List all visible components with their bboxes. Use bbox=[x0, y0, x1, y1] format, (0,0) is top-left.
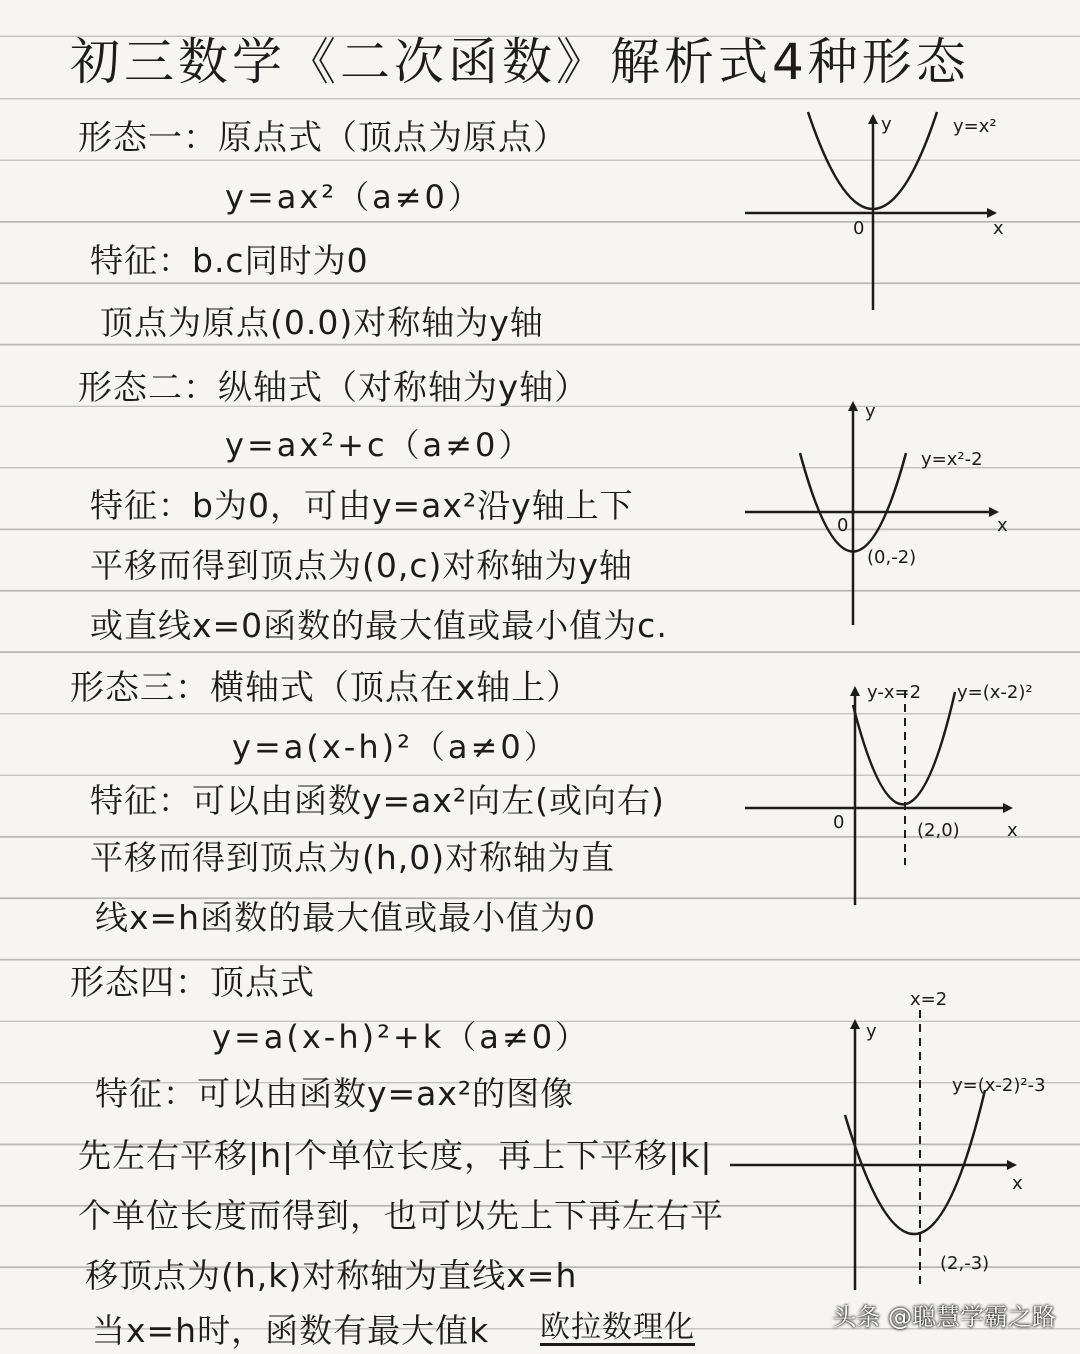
section-1-y-label: y bbox=[881, 114, 892, 135]
section-1-line-1: 特征：b.c同时为0 bbox=[90, 241, 369, 280]
section-4-curve-label: y=(x-2)²-3 bbox=[952, 1075, 1046, 1096]
section-2-line-2: 平移而得到顶点为(0,c)对称轴为y轴 bbox=[90, 546, 633, 585]
section-4-heading: 形态四：顶点式 bbox=[70, 963, 315, 1003]
section-4-line-4: 移顶点为(h,k)对称轴为直线x=h bbox=[85, 1256, 578, 1295]
section-2-origin-label: 0 bbox=[837, 515, 849, 536]
section-4-graph bbox=[730, 985, 1050, 1299]
section-2-graph bbox=[745, 395, 1020, 634]
section-3-line-1: 特征：可以由函数y=ax²向左(或向右) bbox=[90, 781, 665, 820]
section-1-graph bbox=[745, 110, 1010, 319]
section-1-origin-label: 0 bbox=[853, 218, 865, 239]
section-3-line-3: 线x=h函数的最大值或最小值为0 bbox=[95, 898, 597, 937]
section-3-origin-label: 0 bbox=[833, 812, 845, 833]
section-4-line-2: 先左右平移|h|个单位长度，再上下平移|k| bbox=[78, 1136, 713, 1175]
section-4-last-line: 当x=h时，函数有最大值k bbox=[92, 1311, 490, 1350]
signature: 欧拉数理化 bbox=[540, 1310, 695, 1345]
section-4-axis-label: x=2 bbox=[910, 989, 948, 1010]
section-3-curve-label: y=(x-2)² bbox=[957, 682, 1033, 703]
section-3-formula: y=a(x-h)²（a≠0） bbox=[232, 728, 559, 766]
watermark: 头条 @聪慧学霸之路 bbox=[832, 1303, 1056, 1331]
section-1-line-2: 顶点为原点(0.0)对称轴为y轴 bbox=[100, 303, 544, 342]
section-2-formula: y=ax²+c（a≠0） bbox=[225, 426, 534, 464]
section-1-curve-label: y=x² bbox=[953, 116, 997, 137]
section-1-formula: y=ax²（a≠0） bbox=[225, 178, 483, 216]
section-3-heading: 形态三：横轴式（顶点在x轴上） bbox=[70, 668, 582, 708]
section-1-heading: 形态一：原点式（顶点为原点） bbox=[78, 118, 568, 158]
section-3-axis-label: y-x=2 bbox=[867, 682, 922, 703]
section-2-heading: 形态二：纵轴式（对称轴为y轴） bbox=[78, 368, 590, 408]
section-3-vertex-label: (2,0) bbox=[917, 820, 960, 841]
section-4-vertex-label: (2,-3) bbox=[940, 1253, 990, 1274]
section-2-x-label: x bbox=[997, 515, 1008, 536]
section-2-y-label: y bbox=[865, 401, 876, 422]
section-2-line-1: 特征：b为0，可由y=ax²沿y轴上下 bbox=[90, 486, 634, 525]
section-3-graph bbox=[745, 680, 1035, 914]
section-2-vertex-label: (0,-2) bbox=[867, 547, 917, 568]
section-1-x-label: x bbox=[993, 218, 1004, 239]
section-4-x-label: x bbox=[1012, 1173, 1023, 1194]
section-4-line-1: 特征：可以由函数y=ax²的图像 bbox=[95, 1074, 575, 1113]
section-4-y-label: y bbox=[866, 1021, 877, 1042]
section-3-x-label: x bbox=[1007, 820, 1018, 841]
section-2-line-3: 或直线x=0函数的最大值或最小值为c. bbox=[90, 606, 668, 645]
section-2-curve-label: y=x²-2 bbox=[921, 449, 983, 470]
section-3-line-2: 平移而得到顶点为(h,0)对称轴为直 bbox=[90, 838, 616, 877]
section-4-formula: y=a(x-h)²+k（a≠0） bbox=[212, 1018, 591, 1056]
page-title: 初三数学《二次函数》解析式4种形态 bbox=[70, 33, 970, 91]
section-4-line-3: 个单位长度而得到，也可以先上下再左右平 bbox=[78, 1196, 724, 1235]
